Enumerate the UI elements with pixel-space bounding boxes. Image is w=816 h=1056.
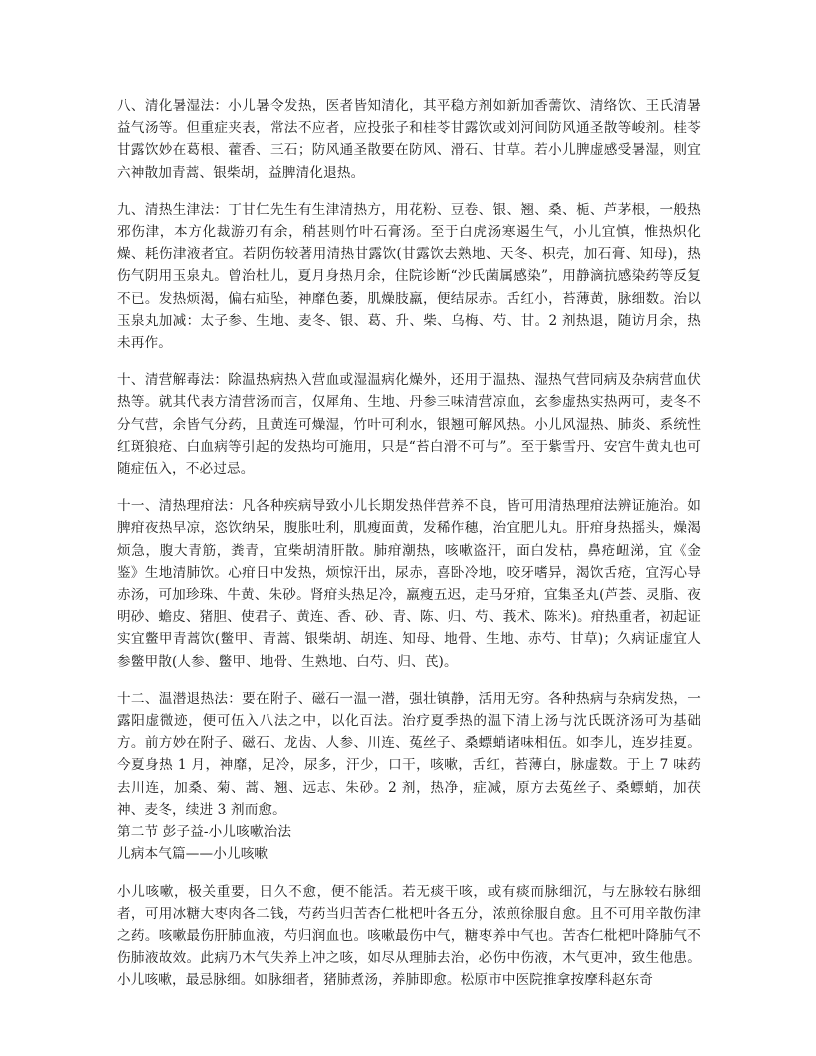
paragraph-clear-heat-fluids: 九、清热生津法：丁甘仁先生有生津清热方，用花粉、豆卷、银、翘、桑、栀、芦茅根，一般热邪伤津，本方化裁游刃有余，稍甚则竹叶石膏汤。至于白虎汤寒遏生气，小儿宜慎，惟热炽化燥、耗伤津液者宜。若阴伤较著用清热甘露饮(甘露饮去熟地、天冬、枳壳，加石膏、知母)，热伤气阴用玉泉丸。曾治杜儿，夏月身热月余，住院诊断“沙氏菌属感染”，用静滴抗感染药等反复不已。发热烦渴，偏右疝坠，神靡色萎，肌燥肢羸，便结尿赤。舌红小，苔薄黄，脉细数。治以玉泉丸加减：太子参、生地、麦冬、银、葛、升、柴、乌梅、芍、甘。2 剂热退，随访月余，热未再作。: [117, 201, 701, 352]
paragraph-clear-heat-malnutrition: 十一、清热理疳法：凡各种疾病导致小儿长期发热伴营养不良，皆可用清热理疳法辨证施治。如脾疳夜热早凉，恣饮纳呆，腹胀吐利，肌瘦面黄，发稀作穗，治宜肥儿丸。肝疳身热摇头，燥渴烦急，腹大青筋，粪青，宜柴胡清肝散。肺疳潮热，咳嗽盗汗，面白发枯，鼻疮衄涕，宜《金鉴》生地清肺饮。心疳日中发热，烦惊汗出，尿赤，喜卧冷地，咬牙嗜异，渴饮舌疮，宜泻心导赤汤，可加珍珠、牛黄、朱砂。肾疳头热足冷，羸瘦五迟，走马牙疳，宜集圣丸(芦荟、灵脂、夜明砂、蟾皮、猪胆、使君子、黄连、香、砂、青、陈、归、芍、莪术、陈米)。疳热重者，初起证实宜鳖甲青蒿饮(鳖甲、青蒿、银柴胡、胡连、知母、地骨、生地、赤芍、甘草)；久病证虚宜人参鳖甲散(人参、鳖甲、地骨、生熟地、白芍、归、芪)。: [117, 498, 701, 670]
sub-heading: 儿病本气篇——小儿咳嗽: [117, 846, 269, 863]
paragraph-warm-anchor-fever: 十二、温潜退热法：要在附子、磁石一温一潜，强壮镇静，活用无穷。各种热病与杂病发热，一露阳虚微迹，便可伍入八法之中，以化百法。治疗夏季热的温下清上汤与沈氏既济汤可为基础方。前方妙在附子、磁石、龙齿、人参、川连、菟丝子、桑螵蛸诸味相伍。如李儿，连岁挂夏。今夏身热 1 月，神靡，足冷，尿多，汗少，口干，咳嗽，舌红，苔薄白，脉虚数。于上 7 味药去川连，加桑、菊、蒿、翘、远志、朱砂。2 剂，热净，症减，原方去菟丝子、桑螵蛸，加茯神、麦冬，续进 3 剂而愈。: [117, 690, 701, 818]
paragraph-clear-summer-damp: 八、清化暑湿法：小儿暑令发热，医者皆知清化，其平稳方剂如新加香薷饮、清络饮、王氏清暑益气汤等。但重症夹表，常法不应者，应投张子和桂苓甘露饮或刘河间防风通圣散等峻剂。桂苓甘露饮妙在葛根、藿香、三石；防风通圣散要在防风、滑石、甘草。若小儿脾虚感受暑湿，则宜六神散加青蒿、银柴胡，益脾清化退热。: [117, 98, 701, 181]
paragraph-child-cough: 小儿咳嗽，极关重要，日久不愈，便不能活。若无痰干咳，或有痰而脉细沉，与左脉较右脉细者，可用冰糖大枣肉各二钱，芍药当归苦杏仁枇杷叶各五分，浓煎徐服自愈。且不可用辛散伤津之药。咳嗽最伤肝肺血液，芍归润血也。咳嗽最伤中气，糖枣养中气也。苦杏仁枇杷叶降肺气不伤肺液故效。此病乃木气失养上冲之咳，如尽从理肺去治，必伤中伤液，木气更冲，致生他患。小儿咳嗽，最忌脉细。如脉细者，猪肺煮汤，养肺即愈。松原市中医院推拿按摩科赵东奇: [117, 883, 701, 989]
section-heading: 第二节 彭子益-小儿咳嗽治法: [117, 824, 292, 841]
paragraph-clear-nutrient-detox: 十、清营解毒法：除温热病热入营血或湿温病化燥外，还用于温热、湿热气营同病及杂病营血伏热等。就其代表方清营汤而言，仅犀角、生地、丹参三味清营凉血，玄参虚热实热两可，麦冬不分气营，余皆气分药，且黄连可燥湿，竹叶可利水，银翘可解风热。小儿风湿热、肺炎、系统性红斑狼疮、白血病等引起的发热均可施用，只是“苔白滑不可与”。至于紫雪丹、安宫牛黄丸也可随症伍入，不必过忌。: [117, 372, 701, 478]
document-page: [117, 95, 701, 992]
